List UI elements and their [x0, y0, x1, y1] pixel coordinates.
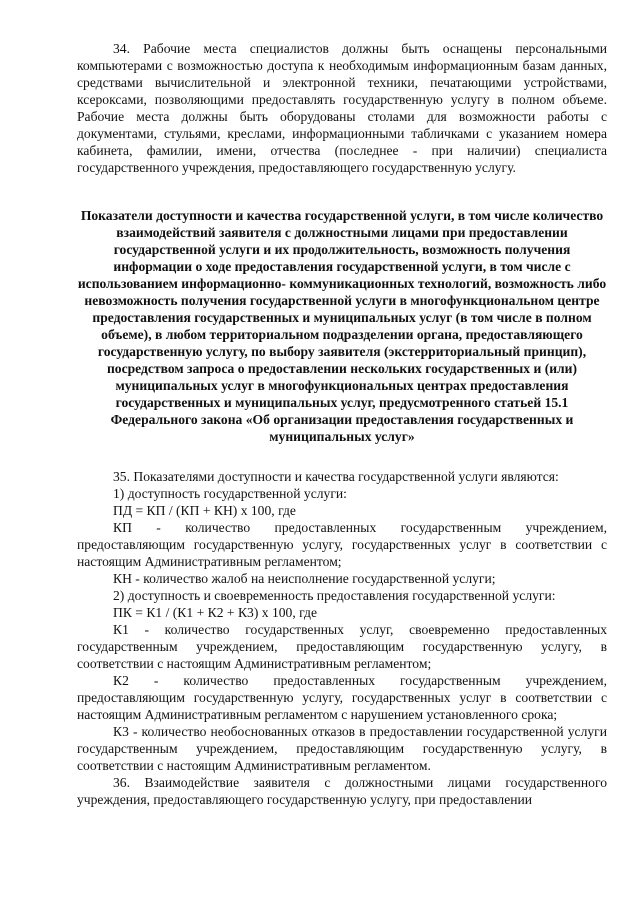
paragraph-35-intro: 35. Показателями доступности и качества государственной услуги являются: [113, 469, 559, 484]
item-1: 1) доступность государственной услуги: [113, 486, 347, 501]
definition-k2: К2 - количество предоставленных государственным учреждением, предоставляющим государственную услугу, государственных услуг в соответствии с настоящим Административным регламентом с нарушением установленного срока; [77, 673, 607, 722]
definition-k1: К1 - количество государственных услуг, своевременно предоставленных государственным учреждением, предоставляющим государственную услугу, в соответствии с настоящим Административным регламентом; [77, 622, 607, 671]
heading-text: Показатели доступности и качества государственной услуги, в том числе количество взаимодействий заявителя с должностными лицами при предоставлении государственной услуги и их продолжительность, возможность получения информации о ходе предоставления государственной услуги, в том числе с использованием информационно- коммуникационных технологий, возможность либо невозможность получения государственной услуги в многофункциональном центре предоставления государственных и муниципальных услуг (в том числе в полном объеме), в любом территориальном подразделении органа, предоставляющего государственную услугу, по выбору заявителя (экстерриториальный принцип), посредством запроса о предоставлении нескольких государственных и (или) муниципальных услуг в многофункциональных центрах предоставления государственных и муниципальных услуг, предусмотренного статьей 15.1 Федерального закона «Об организации предоставления государственных и муниципальных услуг» [77, 208, 607, 444]
section-35 [77, 468, 607, 774]
definition-k3: К3 - количество необоснованных отказов в предоставлении государственной услуги государственным учреждением, предоставляющим государственную услугу, в соответствии с настоящим Административным регламентом. [77, 724, 607, 773]
formula-1: ПД = КП / (КП + КН) х 100, где [113, 503, 296, 518]
definition-kn: КН - количество жалоб на неисполнение государственной услуги; [113, 571, 496, 586]
definition-kp: КП - количество предоставленных государственным учреждением, предоставляющим государственную услугу, государственных услуг в соответствии с настоящим Административным регламентом; [77, 520, 607, 569]
item-2: 2) доступность и своевременность предоставления государственной услуги: [113, 588, 556, 603]
section-heading [77, 207, 607, 445]
paragraph-36: 36. Взаимодействие заявителя с должностными лицами государственного учреждения, предоставляющего государственную услугу, при предоставлении [77, 775, 607, 807]
document-page [77, 40, 607, 808]
formula-2: ПК = К1 / (К1 + К2 + К3) х 100, где [113, 605, 317, 620]
paragraph-34: 34. Рабочие места специалистов должны быть оснащены персональными компьютерами с возможностью доступа к необходимым информационным базам данных, средствами вычислительной и электронной техники, печатающими устройствами, ксероксами, позволяющими предоставлять государственную услугу в полном объеме. Рабочие места должны быть оборудованы столами для возможности работы с документами, стульями, креслами, информационными табличками с указанием номера кабинета, фамилии, имени, отчества (последнее - при наличии) специалиста государственного учреждения, предоставляющего государственную услугу. [77, 41, 607, 175]
